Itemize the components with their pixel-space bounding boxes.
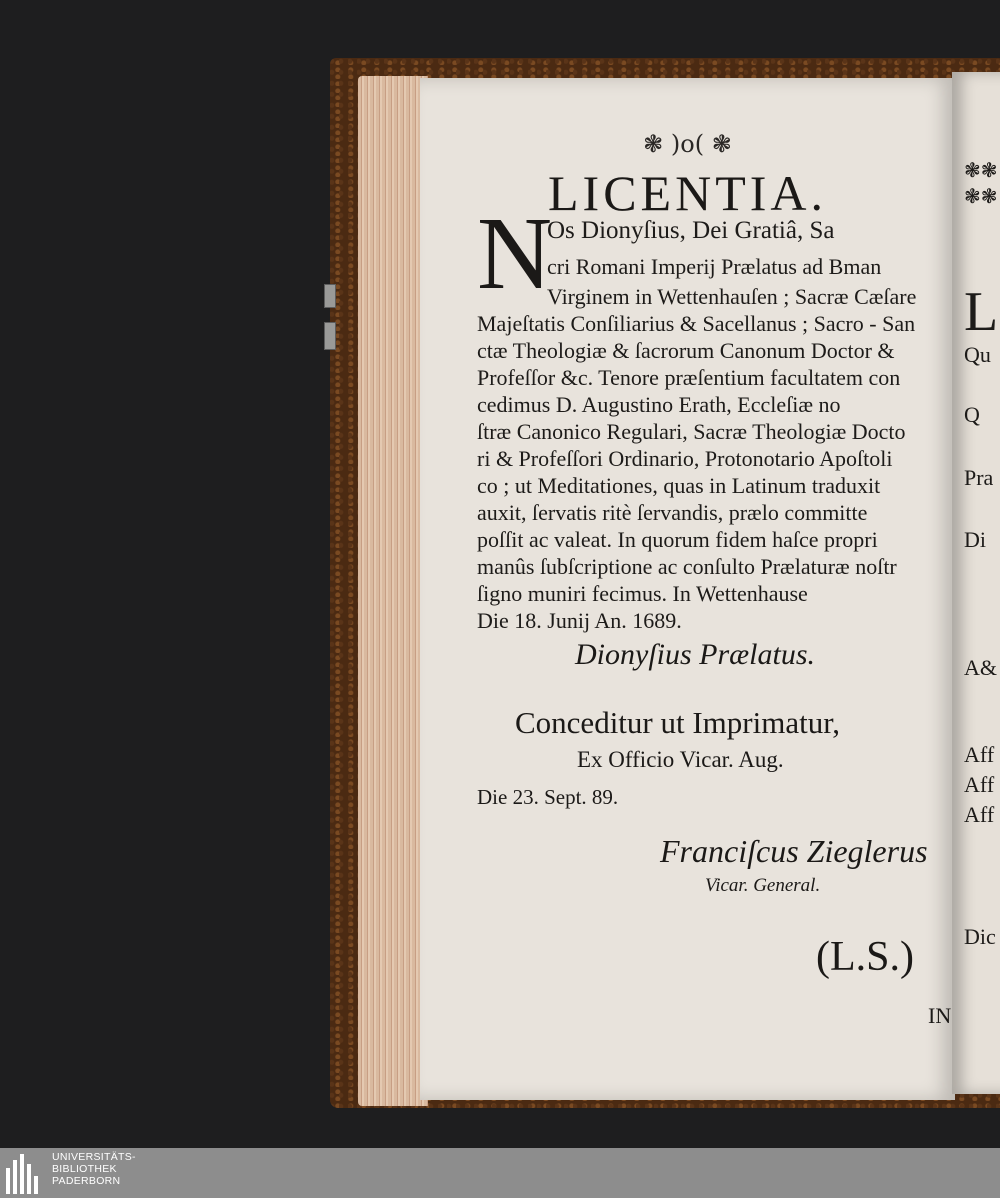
book-page <box>420 78 955 1100</box>
library-logo-icon <box>6 1152 46 1194</box>
catchword: IN <box>928 1003 952 1028</box>
imprimatur-heading: Conceditur ut Imprimatur, <box>515 705 841 740</box>
facing-page <box>952 72 1000 1094</box>
text-line: ſtræ Canonico Regulari, Sacræ Theologiæ Docto <box>477 419 906 444</box>
vicar-title: Vicar. General. <box>705 875 821 896</box>
text-line: Majeſtatis Conſiliarius & Sacellanus ; Sacro - San <box>477 311 916 336</box>
fragment: ❃❃ <box>964 186 998 208</box>
text-line: poſſit ac valeat. In quorum fidem haſce propri <box>477 527 878 552</box>
drop-cap: N <box>477 196 553 311</box>
fragment: A& <box>964 655 997 680</box>
fragment: Aff <box>964 772 995 797</box>
text-line: ſigno muniri fecimus. In Wettenhause <box>477 581 808 606</box>
text-line: Profeſſor &c. Tenore præſentium facultatem con <box>477 365 901 390</box>
logo-line: PADERBORN <box>52 1175 121 1187</box>
text-line: auxit, ſervatis ritè ſervandis, prælo committe <box>477 500 868 525</box>
fragment: Qu <box>964 342 991 367</box>
fragment: Di <box>964 527 986 552</box>
signature-vicar: Franciſcus Zieglerus <box>660 833 928 869</box>
fragment: ❃❃ <box>964 160 998 182</box>
text-line: Die 18. Junij An. 1689. <box>477 608 682 633</box>
imprimatur-date: Die 23. Sept. 89. <box>477 785 619 809</box>
text-line: cedimus D. Augustino Erath, Eccleſiæ no <box>477 392 841 417</box>
fragment: Aff <box>964 742 995 767</box>
text-line: Os Dionyſius, Dei Gratiâ, Sa <box>547 217 835 244</box>
library-logo-text <box>52 1151 136 1187</box>
text-line: co ; ut Meditationes, quas in Latinum traduxit <box>477 473 881 498</box>
text-line: ctæ Theologiæ & ſacrorum Canonum Doctor & <box>477 338 895 363</box>
fragment: Dic <box>964 924 996 949</box>
ornament-header: ❃ )o( ❃ <box>643 130 732 158</box>
fragment: Pra <box>964 465 994 490</box>
text-line: ri & Profeſſori Ordinario, Protonotario Apoſtoli <box>477 446 893 471</box>
logo-line: UNIVERSITÄTS- <box>52 1151 136 1163</box>
text-line: Virginem in Wettenhauſen ; Sacræ Cæſare <box>547 284 917 309</box>
book-clasp-top <box>324 284 336 308</box>
page-title: LICENTIA. <box>548 165 827 221</box>
text-line: cri Romani Imperij Prælatus ad Bman <box>547 254 882 279</box>
imprimatur-office: Ex Officio Vicar. Aug. <box>577 747 784 772</box>
fragment: Q <box>964 402 980 427</box>
seal-mark: (L.S.) <box>816 934 914 980</box>
book-clasp-bottom <box>324 322 336 350</box>
fragment: Aff <box>964 802 995 827</box>
logo-line: BIBLIOTHEK <box>52 1163 117 1175</box>
page-edges <box>358 76 428 1106</box>
fragment: L <box>964 281 999 343</box>
signature-prelate: Dionyſius Prælatus. <box>575 638 816 671</box>
text-line: manûs ſubſcriptione ac conſulto Prælaturæ noſtr <box>477 554 897 579</box>
footer-bar <box>0 1148 1000 1198</box>
